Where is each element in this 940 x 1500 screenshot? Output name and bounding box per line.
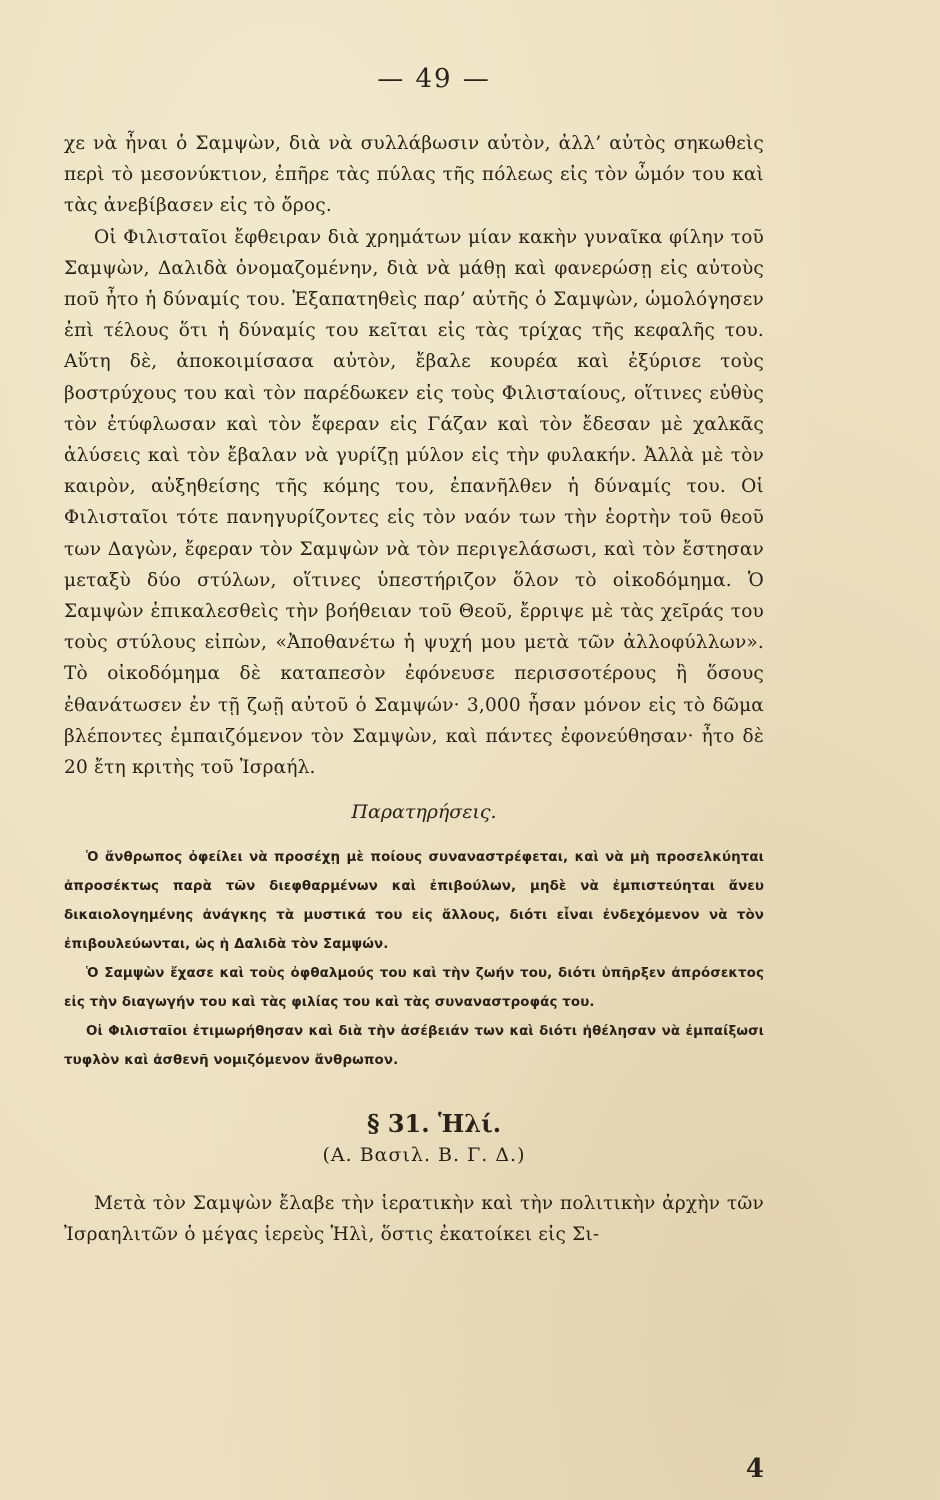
note-item: Ὁ ἄνθρωπος ὀφείλει νὰ προσέχῃ μὲ ποίους συναναστρέφεται, καὶ νὰ μὴ προσελκύηται ἀπροσέκτως παρὰ τῶν διεφθαρμένων καὶ ἐπιβούλων, μηδὲ νὰ ἐμπιστεύηται ἄνευ δικαιολογημένης ἀνάγκης τὰ μυστικά του εἰς ἄλλους, διότι εἶναι ἐνδεχόμενον νὰ τὸν ἐπιβουλεύωνται, ὡς ἡ Δαλιδὰ τὸν Σαμψών.	[64, 850, 764, 953]
note-item: Οἱ Φιλισταῖοι ἐτιμωρήθησαν καὶ διὰ τὴν ἀσέβειάν των καὶ διότι ἠθέλησαν νὰ ἐμπαίξωσι τυφλὸν καὶ ἀσθενῆ νομιζόμενον ἄνθρωπον.	[64, 1024, 764, 1069]
section-reference: (Α. Βασιλ. Β. Γ. Δ.)	[322, 1144, 526, 1167]
section-title	[64, 1109, 764, 1138]
paragraph-eli: Μετὰ τὸν Σαμψὼν ἔλαβε τὴν ἱερατικὴν καὶ τὴν πολιτικὴν ἀρχὴν τῶν Ἰσραηλιτῶν ὁ μέγας ἱερεὺς Ἡλὶ, ὅστις ἐκατοίκει εἰς Σι-	[64, 1193, 764, 1246]
book-page	[64, 64, 764, 1484]
main-text	[64, 128, 764, 783]
paragraph-continuation: χε νὰ ἦναι ὁ Σαμψὼν, διὰ νὰ συλλάβωσιν αὐτὸν, ἀλλ’ αὐτὸς σηκωθεὶς περὶ τὸ μεσονύκτιον, ἐπῆρε τὰς πύλας τῆς πόλεως εἰς τὸν ὦμόν του καὶ τὰς ἀνεβίβασεν εἰς τὸ ὄρος.	[64, 133, 764, 217]
section-text	[64, 1188, 764, 1250]
section-name: Ἡλί.	[437, 1109, 502, 1139]
notes-heading: Παρατηρήσεις.	[351, 801, 497, 824]
section-symbol: §	[366, 1109, 380, 1139]
paragraph-philistines: Οἱ Φιλισταῖοι ἔφθειραν διὰ χρημάτων μίαν κακὴν γυναῖκα φίλην τοῦ Σαμψὼν, Δαλιδὰ ὀνομαζομένην, διὰ νὰ μάθῃ καὶ φανερώσῃ εἰς αὐτοὺς ποῦ ἦτο ἡ δύναμίς του. Ἐξαπατηθεὶς παρ’ αὐτῆς ὁ Σαμψὼν, ὡμολόγησεν ἐπὶ τέλους ὅτι ἡ δύναμίς του κεῖται εἰς τὰς τρίχας τῆς κεφαλῆς του. Αὕτη δὲ, ἀποκοιμίσασα αὐτὸν, ἔβαλε κουρέα καὶ ἐξύρισε τοὺς βοστρύχους του καὶ τὸν παρέδωκεν εἰς τοὺς Φιλισταίους, οἵτινες εὐθὺς τὸν ἐτύφλωσαν καὶ τὸν ἔφεραν εἰς Γάζαν καὶ τὸν ἔδεσαν μὲ χαλκᾶς ἀλύσεις καὶ τὸν ἔβαλαν νὰ γυρίζῃ μύλον εἰς τὴν φυλακήν. Ἀλλὰ μὲ τὸν καιρὸν, αὐξηθείσης τῆς κόμης του, ἐπανῆλθεν ἡ δύναμίς του. Οἱ Φιλισταῖοι τότε πανηγυρίζοντες εἰς τὸν ναόν των τὴν ἑορτὴν τοῦ θεοῦ των Δαγὼν, ἔφεραν τὸν Σαμψὼν νὰ τὸν περιγελάσωσι, καὶ τὸν ἔστησαν μεταξὺ δύο στύλων, οἵτινες ὑπεστήριζον ὅλον τὸ οἰκοδόμημα. Ὁ Σαμψὼν ἐπικαλεσθεὶς τὴν βοήθειαν τοῦ Θεοῦ, ἔρριψε μὲ τὰς χεῖράς του τοὺς στύλους εἰπὼν, «Ἀποθανέτω ἡ ψυχή μου μετὰ τῶν ἀλλοφύλλων». Τὸ οἰκοδόμημα δὲ καταπεσὸν ἐφόνευσε περισσοτέρους ἢ ὅσους ἐθανάτωσεν ἐν τῇ ζωῇ αὐτοῦ ὁ Σαμψών· 3,000 ἦσαν μόνον εἰς τὸ δῶμα βλέποντες ἐμπαιζόμενον τὸν Σαμψὼν, καὶ πάντες ἐφονεύθησαν· ἦτο δὲ 20 ἔτη κριτὴς τοῦ Ἰσραήλ.	[64, 226, 764, 779]
note-item: Ὁ Σαμψὼν ἔχασε καὶ τοὺς ὀφθαλμούς του καὶ τὴν ζωήν του, διότι ὑπῆρξεν ἀπρόσεκτος εἰς τὴν διαγωγήν του καὶ τὰς φιλίας του καὶ τὰς συναναστροφάς του.	[64, 966, 764, 1011]
page-number: — 49 —	[377, 64, 491, 94]
notes-block	[64, 843, 764, 1075]
signature-mark: 4	[745, 1454, 764, 1484]
section-number: 31.	[387, 1109, 430, 1139]
